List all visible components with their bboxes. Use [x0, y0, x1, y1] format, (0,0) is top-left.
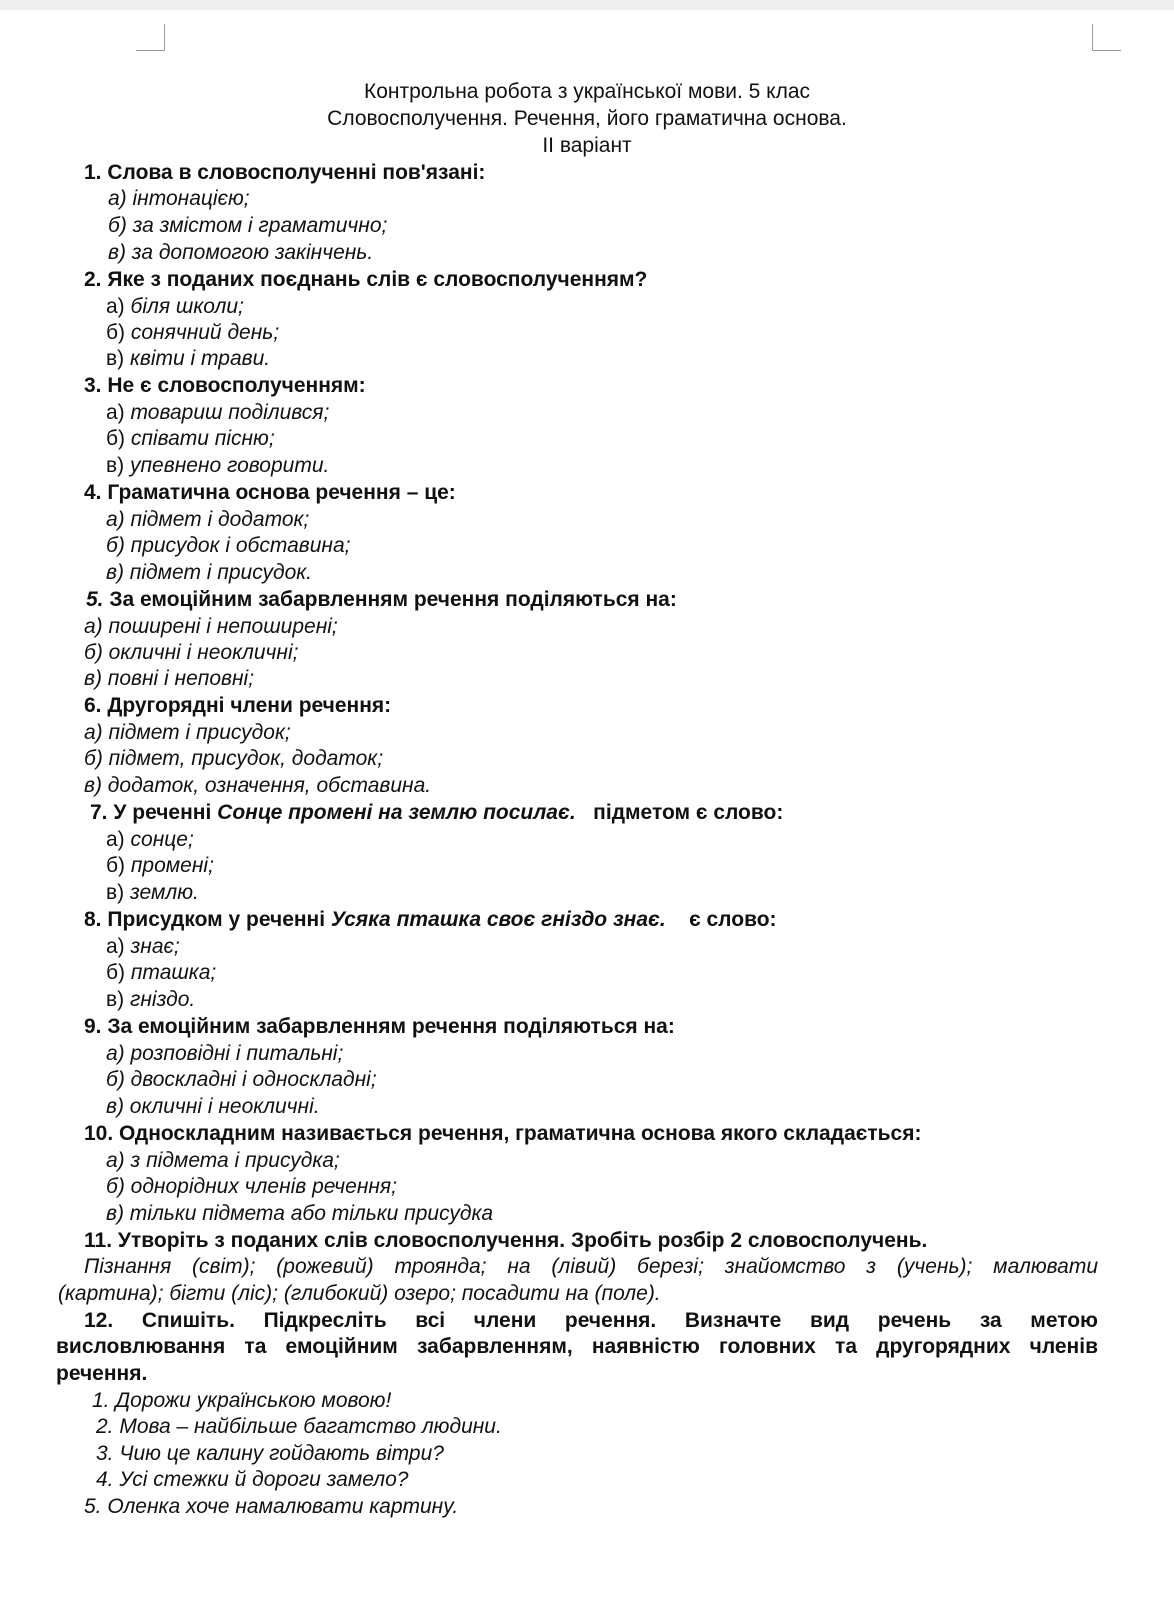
- option-text: гніздо.: [130, 988, 196, 1011]
- sentence-1: 1. Дорожи українською мовою!: [92, 1389, 392, 1412]
- question-number: 3.: [84, 374, 102, 397]
- option-label: в): [106, 988, 125, 1011]
- question-text: Не є словосполученням:: [107, 374, 366, 397]
- option: а) з підмета і присудка;: [106, 1149, 340, 1172]
- question-text: Другорядні члени речення:: [107, 694, 392, 717]
- option: в) за допомогою закінчень.: [108, 241, 374, 264]
- sentence-5: 5. Оленка хоче намалювати картину.: [84, 1495, 459, 1518]
- top-bar: [0, 0, 1174, 10]
- option: в) повні і неповні;: [84, 667, 255, 690]
- question-9: [84, 1014, 675, 1040]
- question-text: За емоційним забарвленням речення поділяються на:: [107, 1015, 675, 1038]
- option-text: знає;: [130, 935, 180, 958]
- option-label: а): [106, 935, 125, 958]
- option-label: б): [106, 961, 126, 984]
- question-text: Граматична основа речення – це:: [107, 481, 456, 504]
- question-number: 8.: [84, 908, 102, 931]
- page-corner-mark-right: [1092, 24, 1121, 51]
- option: в) додаток, означення, обставина.: [84, 774, 432, 797]
- option: [106, 987, 195, 1013]
- option: в) підмет і присудок.: [106, 561, 313, 584]
- question-number: 10.: [84, 1122, 114, 1145]
- option: [106, 853, 214, 879]
- question-quote: Сонце промені на землю посилає.: [217, 801, 576, 824]
- option: б) двоскладні і односкладні;: [106, 1068, 377, 1091]
- option: б) підмет, присудок, додаток;: [84, 747, 384, 770]
- question-number: 2.: [84, 268, 102, 291]
- option-text: сонце;: [130, 828, 194, 851]
- option: а) поширені і непоширені;: [84, 615, 338, 638]
- question-2: [84, 267, 647, 293]
- task-12-text-line-1: 12. Спишіть. Підкресліть всі члени речення. Визначте вид речень за метою: [84, 1309, 1098, 1332]
- option-label: а): [106, 295, 125, 318]
- page-bottom-margin: [0, 1560, 1174, 1600]
- option-label: а): [106, 401, 125, 424]
- question-3: [84, 373, 366, 399]
- option: а) підмет і додаток;: [106, 508, 310, 531]
- question-7: [90, 800, 783, 826]
- question-number: 1.: [84, 161, 102, 184]
- option-label: в): [106, 347, 125, 370]
- question-text: Слова в словосполученні пов'язані:: [107, 161, 486, 184]
- option: в) тільки підмета або тільки присудка: [106, 1202, 494, 1225]
- page-corner-mark-left: [136, 24, 165, 51]
- option: [106, 426, 275, 452]
- question-text: Присудком у реченні: [107, 908, 326, 931]
- option-label: б): [106, 854, 126, 877]
- sentence-4: 4. Усі стежки й дороги замело?: [96, 1468, 409, 1491]
- question-5: [86, 587, 677, 613]
- option: б) однорідних членів речення;: [106, 1175, 397, 1198]
- task-12-text-line-2: висловлювання та емоційним забарвленням, наявністю головних та другорядних членів: [56, 1335, 1098, 1358]
- question-text: Односкладним називається речення, граматична основа якого складається:: [119, 1122, 922, 1145]
- question-number: 9.: [84, 1015, 102, 1038]
- option: а) підмет і присудок;: [84, 721, 291, 744]
- option-text: товариш поділився;: [130, 401, 330, 424]
- question-10: [84, 1121, 921, 1147]
- option-text: біля школи;: [130, 295, 244, 318]
- option: б) присудок і обставина;: [106, 534, 351, 557]
- header-topic: Словосполучення. Речення, його граматична основа.: [327, 107, 847, 130]
- question-text-end: підметом є слово:: [593, 801, 784, 824]
- question-text: У реченні: [113, 801, 212, 824]
- option-text: квіти і трави.: [130, 347, 271, 370]
- question-number: 5.: [86, 588, 104, 611]
- question-number: 7.: [90, 801, 108, 824]
- option-label: б): [106, 321, 126, 344]
- option: [106, 400, 329, 426]
- option: в) окличні і неокличні.: [106, 1095, 320, 1118]
- option: [106, 934, 180, 960]
- question-text: За емоційним забарвленням речення поділяються на:: [109, 588, 677, 611]
- question-quote: Усяка пташка своє гніздо знає.: [330, 908, 666, 931]
- option-label: а): [106, 828, 125, 851]
- question-1: [84, 160, 485, 186]
- document-header: [0, 78, 1174, 159]
- task-11: [84, 1228, 927, 1254]
- option-label: в): [106, 881, 125, 904]
- task-11-words-line-1: Пізнання (світ); (рожевий) троянда; на (лівий) березі; знайомство з (учень); малювати: [84, 1255, 1098, 1278]
- task-text: Утворіть з поданих слів словосполучення. Зробіть розбір 2 словосполучень.: [117, 1229, 928, 1252]
- option: а) інтонацією;: [108, 187, 250, 210]
- option: [106, 294, 244, 320]
- option-label: в): [106, 454, 125, 477]
- option-label: б): [106, 427, 126, 450]
- option-text: промені;: [130, 854, 214, 877]
- question-4: [84, 480, 456, 506]
- task-12-text-line-3: речення.: [56, 1362, 148, 1385]
- question-number: 6.: [84, 694, 102, 717]
- question-number: 4.: [84, 481, 102, 504]
- option-text: співати пісню;: [130, 427, 275, 450]
- question-text-end: є слово:: [689, 908, 777, 931]
- header-variant: ІІ варіант: [542, 134, 632, 157]
- header-title: Контрольна робота з української мови. 5 клас: [363, 80, 811, 103]
- task-11-words-line-2: (картина); бігти (ліс); (глибокий) озеро; посадити на (поле).: [58, 1282, 661, 1305]
- question-8: [84, 907, 777, 933]
- option-text: сонячний день;: [130, 321, 280, 344]
- task-number: 11.: [84, 1229, 113, 1252]
- sentence-3: 3. Чию це калину гойдають вітри?: [96, 1442, 444, 1465]
- option-text: упевнено говорити.: [130, 454, 330, 477]
- option-text: пташка;: [130, 961, 217, 984]
- question-text: Яке з поданих поєднань слів є словосполученням?: [107, 268, 648, 291]
- option: [106, 960, 216, 986]
- option: [106, 880, 199, 906]
- sentence-2: 2. Мова – найбільше багатство людини.: [96, 1415, 502, 1438]
- option: [106, 453, 329, 479]
- option: б) за змістом і граматично;: [108, 214, 388, 237]
- option-text: землю.: [130, 881, 199, 904]
- option: б) окличні і неокличні;: [84, 641, 299, 664]
- option: [106, 320, 279, 346]
- question-6: [84, 693, 391, 719]
- option: а) розповідні і питальні;: [106, 1042, 344, 1065]
- option: [106, 346, 270, 372]
- option: [106, 827, 194, 853]
